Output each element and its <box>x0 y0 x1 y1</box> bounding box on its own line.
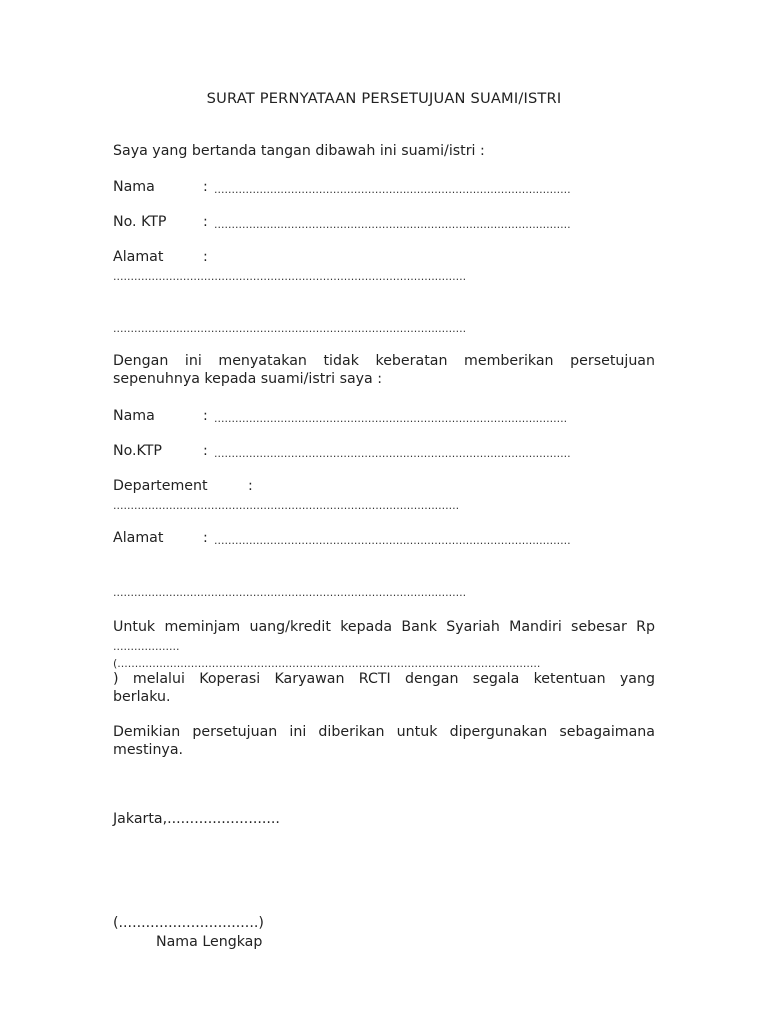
signature-name-label: Nama Lengkap <box>156 934 263 950</box>
field-colon: : <box>203 249 208 265</box>
field-value-ktp-2[interactable]: ...................................................................................................... <box>214 447 571 460</box>
field-label-nama-2: Nama <box>113 408 155 424</box>
closing-line2: mestinya. <box>113 742 184 758</box>
field-label-departement: Departement <box>113 478 208 494</box>
signature-blank[interactable]: (...............................) <box>113 915 264 931</box>
field-value-alamat-2-line2[interactable]: ..................................................................................................... <box>113 586 467 599</box>
field-label-ktp-1: No. KTP <box>113 214 167 230</box>
loan-amount-words-field[interactable]: (......................................................................................................................... <box>113 657 541 670</box>
loan-line1: Untuk meminjam uang/kredit kepada Bank Syariah Mandiri sebesar Rp <box>113 619 655 635</box>
field-value-alamat-2-line1[interactable]: ...................................................................................................... <box>214 534 571 547</box>
field-colon: : <box>203 443 208 459</box>
field-value-nama-2[interactable]: ..................................................................................................... <box>214 412 568 425</box>
field-colon: : <box>203 214 208 230</box>
document-title: SURAT PERNYATAAN PERSETUJUAN SUAMI/ISTRI <box>206 90 562 107</box>
statement-line1: Dengan ini menyatakan tidak keberatan memberikan persetujuan <box>113 353 655 369</box>
field-label-alamat-1: Alamat <box>113 249 164 265</box>
field-value-alamat-1-line1[interactable]: ..................................................................................................... <box>113 270 467 283</box>
statement-line2: sepenuhnya kepada suami/istri saya : <box>113 371 383 387</box>
field-colon: : <box>203 179 208 195</box>
field-value-alamat-1-line2[interactable]: ..................................................................................................... <box>113 322 467 335</box>
loan-line5: berlaku. <box>113 689 171 705</box>
loan-amount-field[interactable]: ................... <box>113 640 180 653</box>
loan-line4: ) melalui Koperasi Karyawan RCTI dengan segala ketentuan yang <box>113 671 655 687</box>
field-colon: : <box>203 530 208 546</box>
field-value-departement[interactable]: ................................................................................................... <box>113 499 460 512</box>
field-label-nama-1: Nama <box>113 179 155 195</box>
field-colon: : <box>203 408 208 424</box>
field-colon: : <box>248 478 253 494</box>
place-date[interactable]: Jakarta,......................... <box>113 811 280 827</box>
field-value-nama-1[interactable]: ...................................................................................................... <box>214 183 571 196</box>
field-label-alamat-2: Alamat <box>113 530 164 546</box>
intro-text: Saya yang bertanda tangan dibawah ini suami/istri : <box>113 143 485 159</box>
field-value-ktp-1[interactable]: ...................................................................................................... <box>214 218 571 231</box>
field-label-ktp-2: No.KTP <box>113 443 162 459</box>
closing-line1: Demikian persetujuan ini diberikan untuk dipergunakan sebagaimana <box>113 724 655 740</box>
